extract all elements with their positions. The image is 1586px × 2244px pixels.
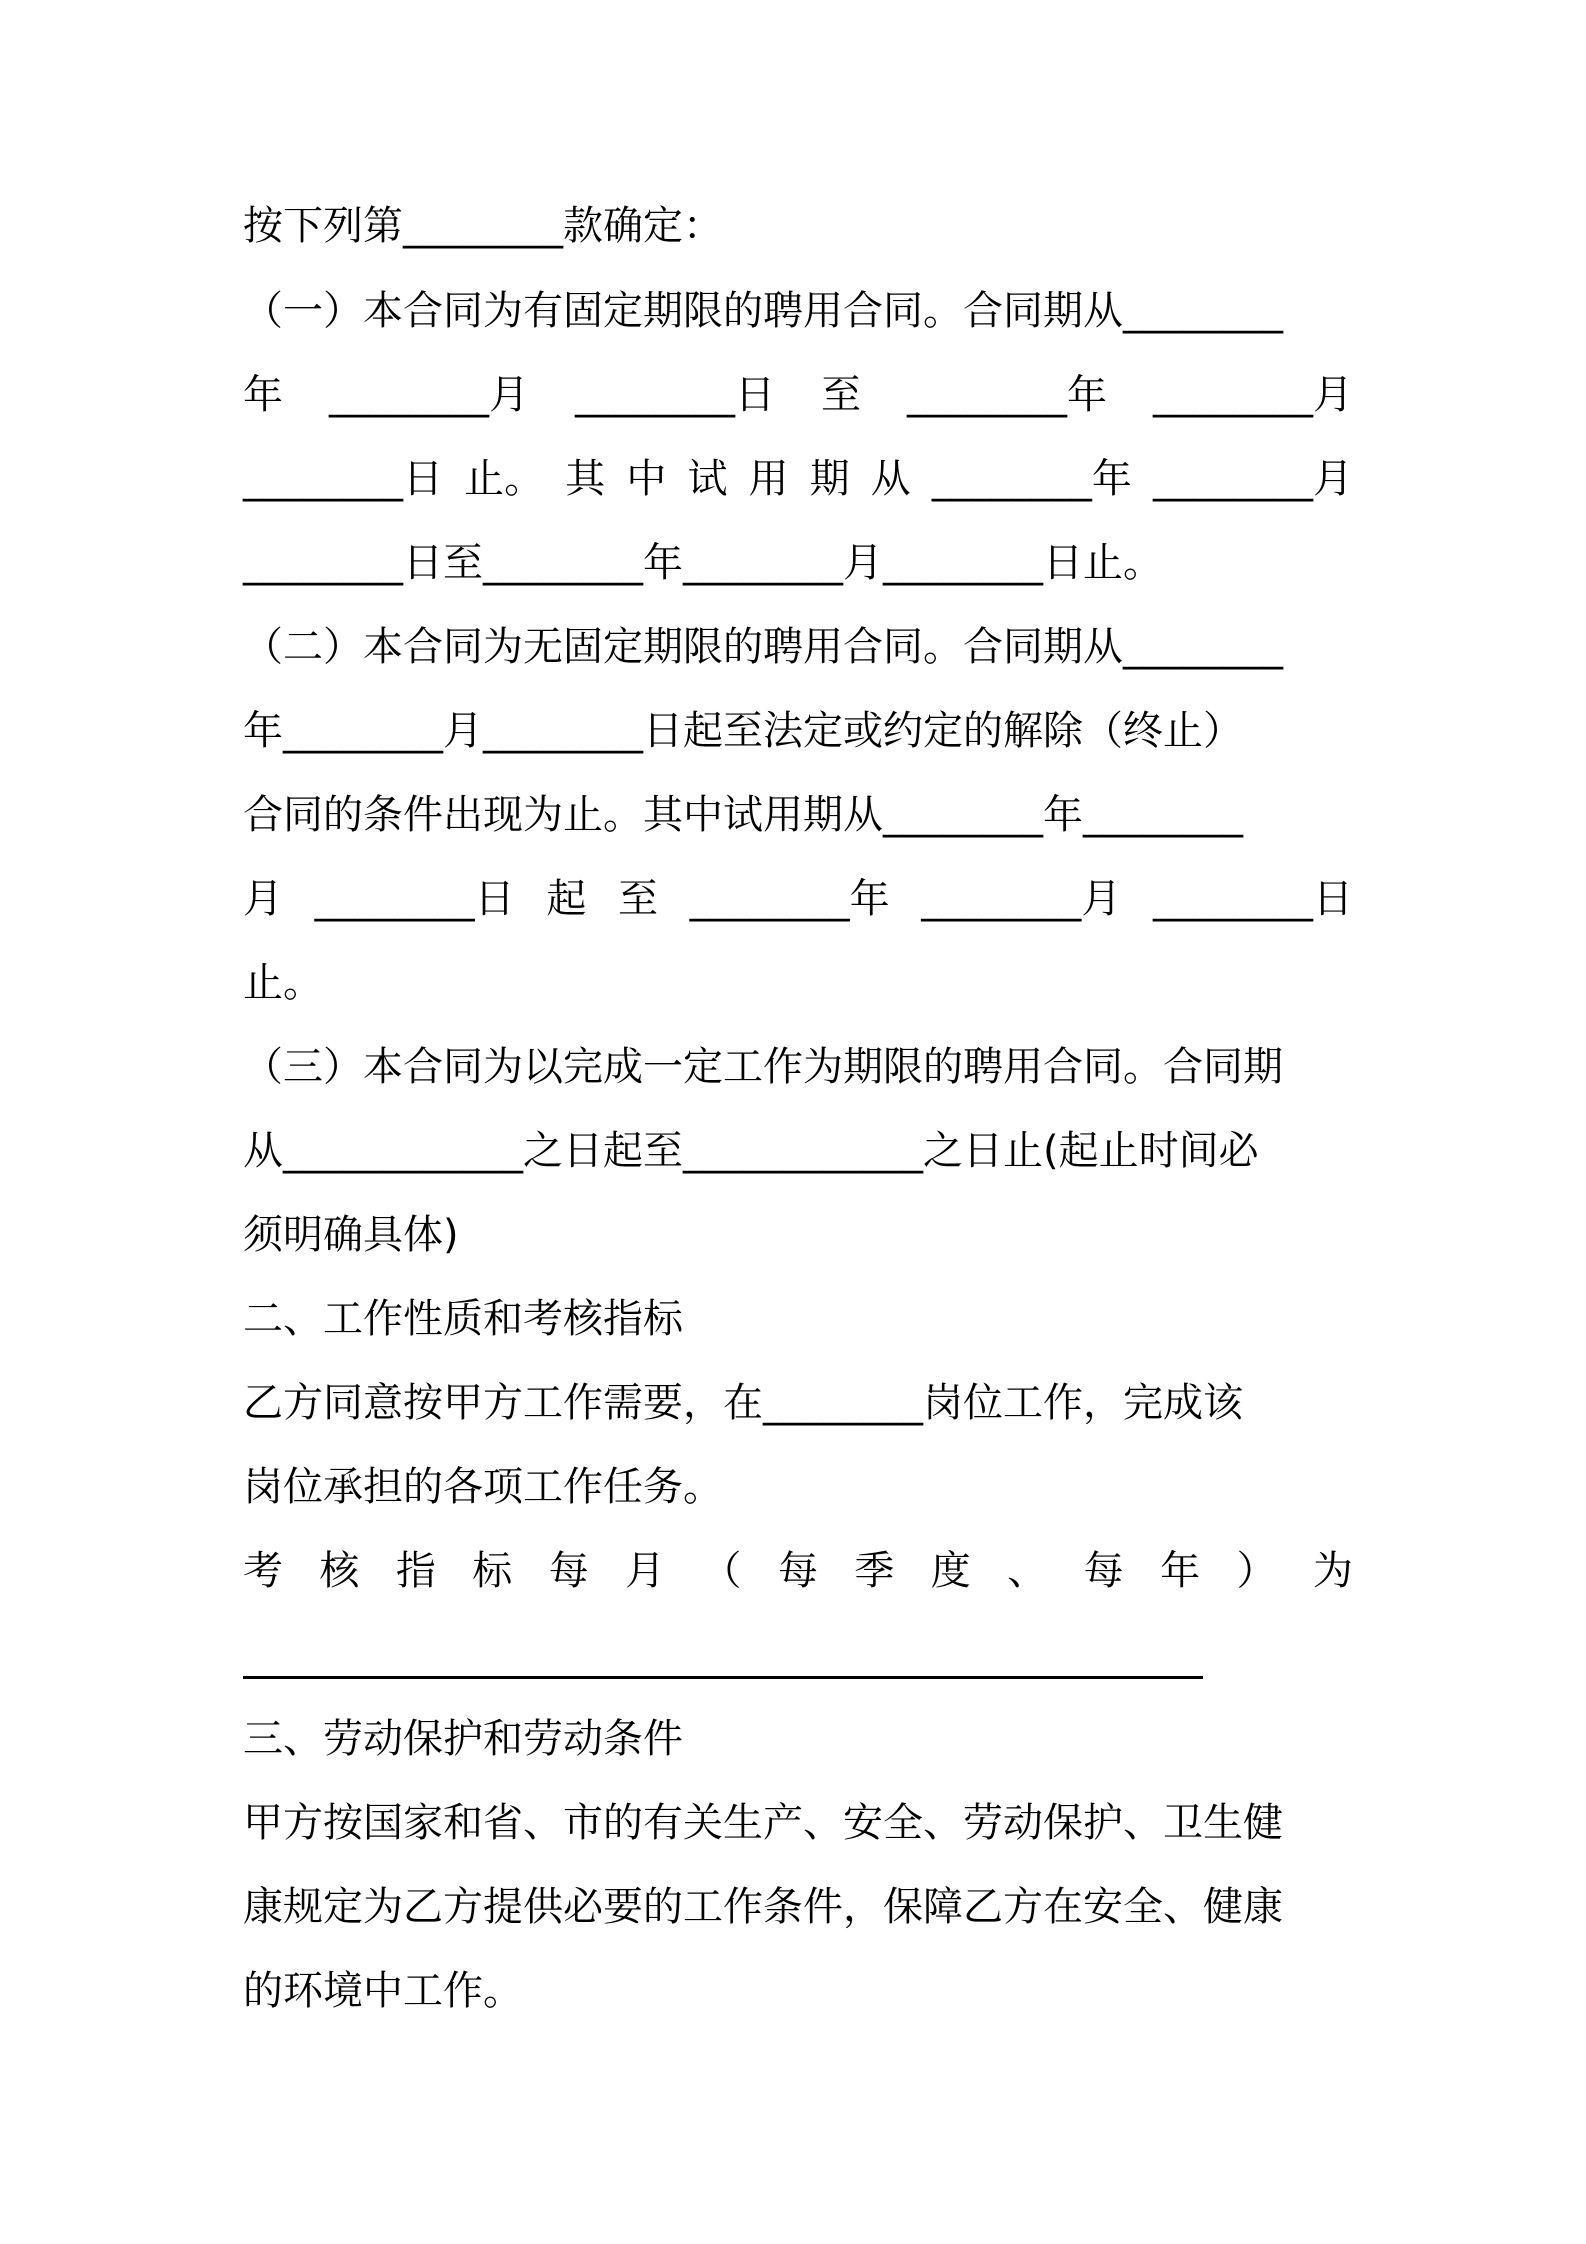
clause-open-term-line-5: 止。 xyxy=(243,960,323,1006)
labor-protection-line-1: 甲方按国家和省、市的有关生产、安全、劳动保护、卫生健 xyxy=(243,1800,1283,1846)
justified-segment: 标 xyxy=(472,1548,513,1594)
justified-segment: 至 xyxy=(617,876,658,922)
work-nature-line-1: 乙方同意按甲方工作需要，在________岗位工作，完成该 xyxy=(243,1380,1243,1426)
assessment-blank-rule xyxy=(243,1676,1203,1679)
justified-segment: ________年 xyxy=(931,456,1132,502)
clause-fixed-term-line-4: ________日至________年________月________日止。 xyxy=(243,540,1163,586)
justified-segment: 每 xyxy=(1083,1548,1124,1594)
justified-segment: ________日 xyxy=(575,372,775,418)
clause-task-term-line-1: （三）本合同为以完成一定工作为期限的聘用合同。合同期 xyxy=(243,1044,1283,1090)
justified-segment: ________日 xyxy=(314,876,515,922)
justified-segment: 每 xyxy=(777,1548,818,1594)
clause-task-term-line-3: 须明确具体) xyxy=(243,1212,459,1258)
clause-open-term-line-2: 年________月________日起至法定或约定的解除（终止） xyxy=(243,708,1243,754)
justified-segment: 月 xyxy=(243,876,283,922)
justified-segment: 止。 xyxy=(464,456,545,502)
justified-segment: 试 xyxy=(687,456,728,502)
justified-segment: ________月 xyxy=(1152,456,1353,502)
justified-segment: 期 xyxy=(809,456,850,502)
justified-segment: 每 xyxy=(548,1548,589,1594)
clause-open-term-line-4 xyxy=(243,869,1353,929)
justified-segment: 用 xyxy=(748,456,789,502)
clause-fixed-term-line-3 xyxy=(243,449,1353,509)
section-heading-labor-protection: 三、劳动保护和劳动条件 xyxy=(243,1716,683,1762)
justified-segment: 起 xyxy=(546,876,587,922)
justified-segment: 月 xyxy=(625,1548,666,1594)
labor-protection-line-2: 康规定为乙方提供必要的工作条件，保障乙方在安全、健康 xyxy=(243,1884,1283,1930)
justified-segment: ________日 xyxy=(243,456,443,502)
justified-segment: ） xyxy=(1236,1548,1277,1594)
justified-segment: 、 xyxy=(1007,1548,1048,1594)
assessment-indicator-line xyxy=(243,1541,1353,1601)
clause-fixed-term-line-2 xyxy=(243,365,1353,425)
clause-open-term-line-1: （二）本合同为无固定期限的聘用合同。合同期从________ xyxy=(243,624,1283,670)
justified-segment: 考 xyxy=(243,1548,283,1594)
justified-segment: 指 xyxy=(395,1548,436,1594)
justified-segment: ________年 xyxy=(907,372,1107,418)
justified-segment: ________月 xyxy=(1153,372,1353,418)
justified-segment: ________日 xyxy=(1152,876,1353,922)
justified-segment: 为 xyxy=(1312,1548,1353,1594)
justified-segment: 中 xyxy=(626,456,667,502)
justified-segment: 年 xyxy=(1160,1548,1201,1594)
justified-segment: 从 xyxy=(870,456,911,502)
clause-fixed-term-line-1: （一）本合同为有固定期限的聘用合同。合同期从________ xyxy=(243,288,1283,334)
clause-task-term-line-2: 从____________之日起至____________之日止(起止时间必 xyxy=(243,1128,1259,1174)
work-nature-line-2: 岗位承担的各项工作任务。 xyxy=(243,1464,723,1510)
justified-segment: ________月 xyxy=(329,372,529,418)
justified-segment: ________月 xyxy=(921,876,1122,922)
justified-segment: 核 xyxy=(319,1548,360,1594)
section-heading-work-nature: 二、工作性质和考核指标 xyxy=(243,1296,683,1342)
justified-segment: 其 xyxy=(565,456,606,502)
justified-segment: 度 xyxy=(930,1548,971,1594)
justified-segment: 年 xyxy=(243,372,283,418)
justified-segment: （ xyxy=(701,1548,742,1594)
labor-protection-line-3: 的环境中工作。 xyxy=(243,1968,523,2014)
clause-open-term-line-3: 合同的条件出现为止。其中试用期从________年________ xyxy=(243,792,1243,838)
justified-segment: 季 xyxy=(854,1548,895,1594)
clause-term-intro: 按下列第________款确定： xyxy=(243,203,723,249)
justified-segment: ________年 xyxy=(689,876,890,922)
justified-segment: 至 xyxy=(821,372,861,418)
